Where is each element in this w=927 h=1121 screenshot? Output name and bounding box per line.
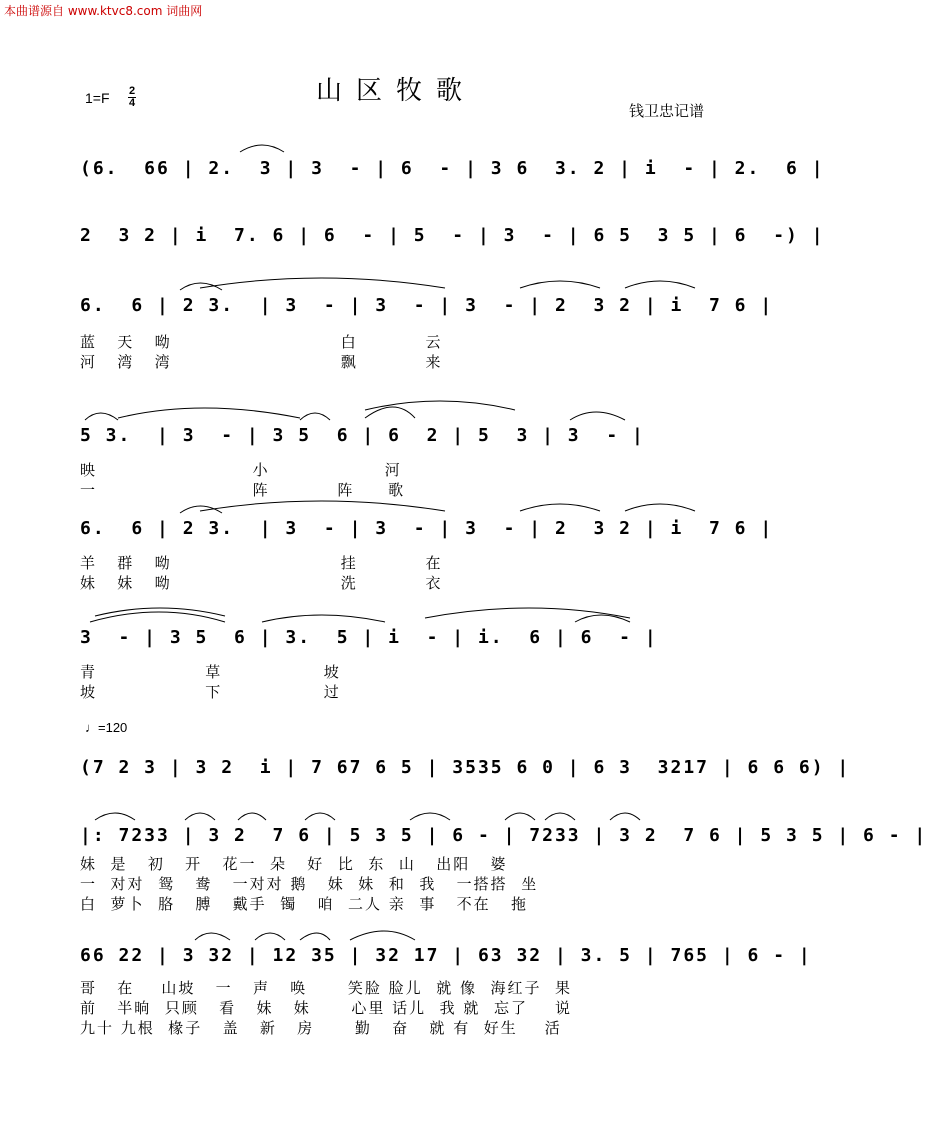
notation-line: 6. 6 | 2 3. | 3 - | 3 - | 3 - | 2 3 2 | i 7 6 | bbox=[80, 295, 774, 316]
slur-arc bbox=[425, 608, 630, 618]
staff-line-2 bbox=[80, 225, 825, 246]
slur-arc bbox=[350, 931, 415, 940]
slur-arc bbox=[520, 504, 600, 511]
notation-line: 2 3 2 | i 7. 6 | 6 - | 5 - | 3 - | 6 5 3 5 | 6 -) | bbox=[80, 225, 825, 246]
slur-arc bbox=[200, 501, 445, 511]
notation-line: (6. 66 | 2. 3 | 3 - | 6 - | 3 6 3. 2 | i - | 2. 6 | bbox=[80, 158, 825, 179]
staff-line-4 bbox=[80, 425, 720, 500]
tempo-mark: ♩=120 bbox=[85, 720, 128, 735]
song-title: 山区牧歌 bbox=[315, 76, 476, 106]
slur-arc bbox=[180, 506, 222, 513]
notation-line: 5 3. | 3 - | 3 5 6 | 6 2 | 5 3 | 3 - | bbox=[80, 425, 645, 446]
slur-arc bbox=[365, 407, 415, 418]
slur-arc bbox=[365, 401, 515, 410]
slur-arc bbox=[610, 813, 640, 820]
slur-arc bbox=[520, 281, 600, 288]
staff-line-1 bbox=[80, 158, 825, 179]
lyric-line: 九十 九根 椽子 盖 新 房 勤 奋 就 有 好生 活 bbox=[80, 1019, 562, 1037]
staff-line-8 bbox=[80, 825, 927, 914]
time-signature bbox=[128, 86, 136, 109]
meter-bottom: 4 bbox=[128, 97, 136, 109]
slur-arc bbox=[200, 278, 445, 288]
lyric-line: 坡 下 过 bbox=[80, 683, 341, 701]
slur-arc bbox=[505, 813, 535, 820]
meter-top: 2 bbox=[128, 85, 136, 97]
notation-line: 66 22 | 3 32 | 12 35 | 32 17 | 63 32 | 3. 5 | 765 | 6 - | bbox=[80, 945, 812, 966]
slur-arc bbox=[238, 813, 266, 820]
notation-line: |: 7233 | 3 2 7 6 | 5 3 5 | 6 - | 7233 | 3 2 7 6 | 5 3 5 | 6 - | bbox=[80, 825, 927, 846]
lyric-line: 一 对对 鸳 鸯 一对对 鹅 妹 妹 和 我 一搭搭 坐 bbox=[80, 875, 539, 893]
transcriber: 钱卫忠记谱 bbox=[628, 102, 704, 120]
staff-line-9 bbox=[80, 945, 812, 1038]
staff-line-3 bbox=[80, 295, 774, 372]
slur-arc bbox=[195, 933, 230, 940]
source-watermark: 本曲谱源自 www.ktvc8.com 词曲网 bbox=[4, 4, 203, 18]
slur-arc bbox=[625, 281, 695, 288]
slur-arc bbox=[305, 813, 335, 820]
lyric-line: 妹 妹 呦 洗 衣 bbox=[80, 574, 443, 592]
lyric-line: 青 草 坡 bbox=[80, 663, 341, 681]
slur-arc bbox=[545, 813, 575, 820]
slur-arc bbox=[180, 283, 222, 290]
slur-arc bbox=[575, 615, 630, 622]
lyric-line: 一 阵 阵 歌 bbox=[80, 481, 406, 499]
slur-arc bbox=[262, 615, 385, 622]
slur-arc bbox=[625, 504, 695, 511]
staff-line-7 bbox=[80, 757, 851, 778]
key-signature: 1=F bbox=[85, 90, 110, 106]
slur-arc bbox=[85, 413, 118, 420]
slur-arc bbox=[570, 412, 625, 420]
slur-arc bbox=[95, 608, 225, 616]
slur-arc bbox=[95, 813, 135, 820]
lyric-line: 前 半晌 只顾 看 妹 妹 心里 话儿 我 就 忘了 说 bbox=[80, 999, 573, 1017]
notation-line: 3 - | 3 5 6 | 3. 5 | i - | i. 6 | 6 - | bbox=[80, 627, 658, 648]
lyric-line: 妹 是 初 开 花一 朵 好 比 东 山 出阳 婆 bbox=[80, 855, 508, 873]
slur-arc bbox=[300, 413, 330, 420]
lyric-line: 蓝 天 呦 白 云 bbox=[80, 333, 443, 351]
slur-arc bbox=[118, 408, 300, 418]
staff-line-6 bbox=[80, 627, 720, 702]
lyric-line: 羊 群 呦 挂 在 bbox=[80, 554, 443, 572]
lyric-line: 哥 在 山坡 一 声 唤 笑脸 脸儿 就 像 海红子 果 bbox=[80, 979, 573, 997]
slur-arc bbox=[90, 612, 225, 622]
slur-arc bbox=[300, 933, 330, 940]
slur-arc bbox=[240, 145, 284, 152]
lyric-line: 河 湾 湾 飘 来 bbox=[80, 353, 443, 371]
slur-arc bbox=[255, 933, 285, 940]
slur-arc bbox=[185, 813, 215, 820]
staff-line-5 bbox=[80, 518, 774, 593]
lyric-line: 白 萝卜 胳 膊 戴手 镯 咱 二人 亲 事 不在 拖 bbox=[80, 895, 528, 913]
notation-line: 6. 6 | 2 3. | 3 - | 3 - | 3 - | 2 3 2 | i 7 6 | bbox=[80, 518, 774, 539]
slur-arc bbox=[410, 813, 450, 820]
lyric-line: 映 小 河 bbox=[80, 461, 402, 479]
notation-line: (7 2 3 | 3 2 i | 7 67 6 5 | 3535 6 0 | 6 3 3217 | 6 6 6) | bbox=[80, 757, 851, 778]
